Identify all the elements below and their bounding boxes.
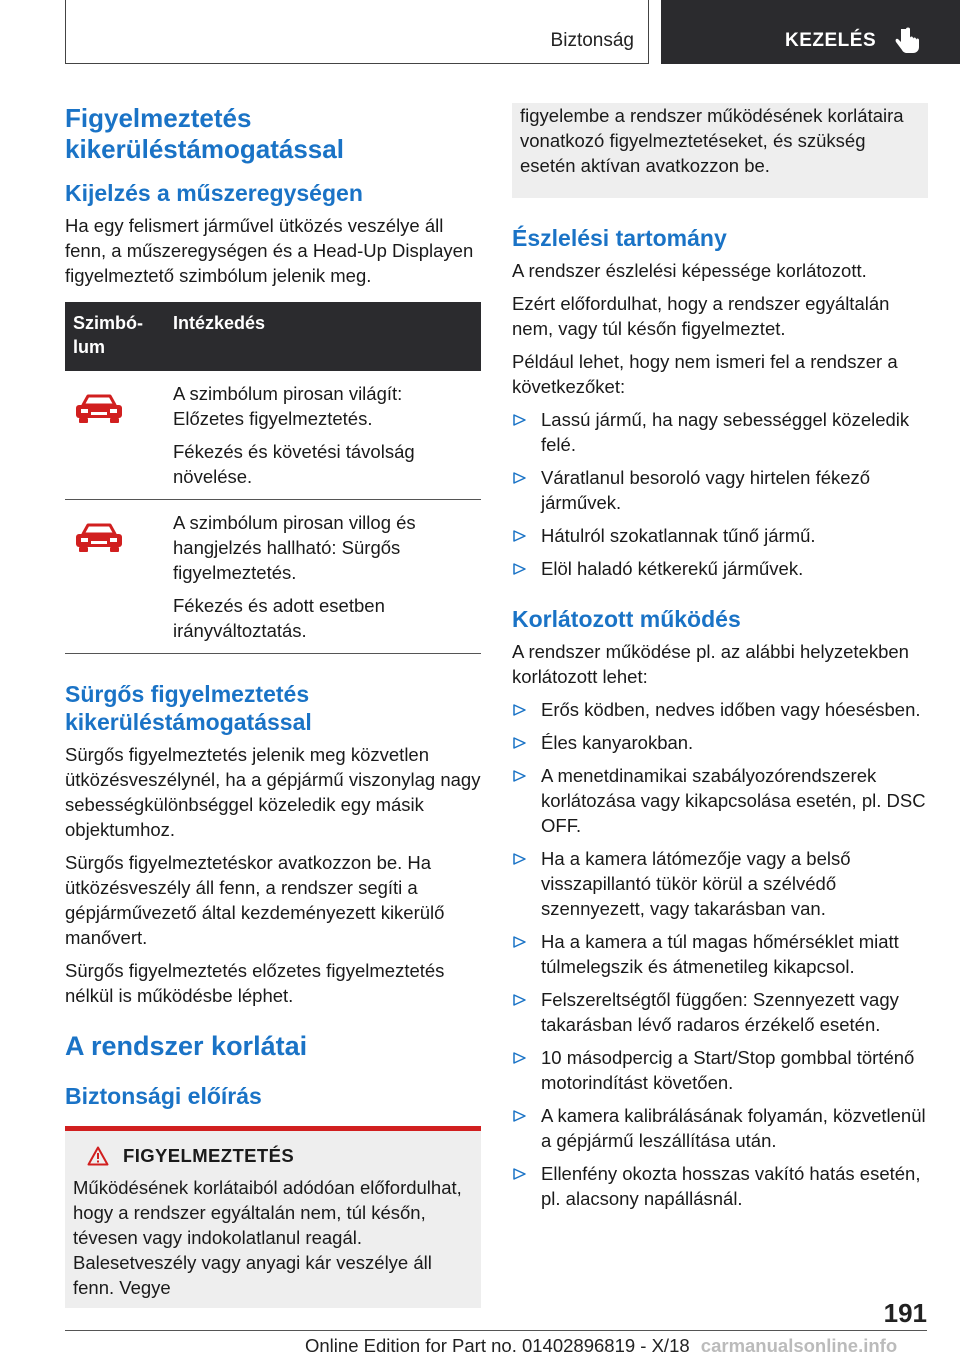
table-header-action: Intézkedés	[165, 302, 481, 371]
pointing-hand-icon	[895, 27, 921, 55]
car-warning-icon	[73, 522, 125, 554]
list-item: Ellenfény okozta hosszas vakító hatás esetén, pl. alacsony napállásnál.	[512, 1161, 928, 1211]
section-title-line-1: Figyelmeztetés	[65, 103, 252, 133]
list-item: A menetdinamikai szabályozórendszerek korlátozása vagy kikapcsolása esetén, pl. DSC OFF.	[512, 763, 928, 838]
urgent-paragraph: Sürgős figyelmeztetéskor avatkozzon be. Ha ütközésveszély áll fenn, a rendszer segíti a gépjárművezető által kezdeményezett kikerülő manővert.	[65, 852, 445, 948]
header-section-label: Biztonság	[550, 30, 634, 51]
car-warning-icon	[73, 393, 125, 425]
urgent-heading-line-1: Sürgős figyelmeztetés	[65, 681, 310, 707]
range-list	[512, 407, 928, 581]
triangle-right-icon	[513, 1052, 526, 1064]
list-item: 10 másodpercig a Start/Stop gombbal történő motorindítást követően.	[512, 1045, 928, 1095]
urgent-heading-line-2: kikerüléstámogatással	[65, 709, 312, 735]
table-cell-symbol	[65, 371, 165, 500]
list-item: Váratlanul besoroló vagy hirtelen fékező járművek.	[512, 465, 928, 515]
footer-rule	[65, 1330, 927, 1331]
list-item: Hátulról szokatlannak tűnő jármű.	[512, 523, 928, 548]
display-intro: Ha egy felismert járművel ütközés veszélye áll fenn, a műszeregységen és a Head-Up Displayen figyelmeztető szimbólum jelenik meg.	[65, 215, 474, 286]
range-paragraph: Például lehet, hogy nem ismeri fel a rendszer a következőket:	[512, 351, 898, 397]
triangle-right-icon	[513, 704, 526, 716]
list-item: Éles kanyarokban.	[512, 730, 928, 755]
footer-edition-text: Online Edition for Part no. 01402896819 - X/18	[305, 1335, 690, 1356]
action-text: A szimbólum pirosan villog és hangjelzés hallható: Sürgős figyelmeztetés.	[173, 512, 416, 583]
urgent-heading	[65, 680, 481, 736]
action-text: A szimbólum pirosan világít: Előzetes figyelmeztetés.	[173, 383, 403, 429]
triangle-right-icon	[513, 472, 526, 484]
urgent-paragraph: Sürgős figyelmeztetés előzetes figyelmeztetés nélkül is működésbe léphet.	[65, 960, 445, 1006]
display-heading: Kijelzés a műszeregységen	[65, 180, 363, 206]
warning-text-continued: figyelembe a rendszer működésének korlátaira vonatkozó figyelmeztetéseket, és szükség esetén aktívan avatkozzon be.	[520, 105, 904, 176]
action-text: Fékezés és követési távolság növelése.	[173, 441, 415, 487]
urgent-paragraph: Sürgős figyelmeztetés jelenik meg közvetlen ütközésveszélynél, ha a gépjármű viszonylag nagy sebességkülönbséggel közeledik egy másik objektumhoz.	[65, 744, 481, 840]
triangle-right-icon	[513, 1168, 526, 1180]
header-chapter-tab[interactable]	[661, 0, 960, 64]
limited-list	[512, 697, 928, 1211]
range-paragraph: Ezért előfordulhat, hogy a rendszer egyáltalán nem, vagy túl későn figyelmeztet.	[512, 293, 890, 339]
triangle-right-icon	[513, 994, 526, 1006]
limits-heading: A rendszer korlátai	[65, 1031, 308, 1061]
table-row	[65, 371, 481, 500]
footer-edition	[305, 1335, 897, 1357]
limited-intro: A rendszer működése pl. az alábbi helyzetekben korlátozott lehet:	[512, 641, 909, 687]
list-item: Ha a kamera látómezője vagy a belső visszapillantó tükör körül a szélvédő szennyezett, vagy takarásban van.	[512, 846, 928, 921]
triangle-right-icon	[513, 737, 526, 749]
header-chapter-label: KEZELÉS	[785, 30, 877, 51]
triangle-right-icon	[513, 936, 526, 948]
left-column	[65, 103, 481, 1308]
table-cell-symbol	[65, 500, 165, 654]
list-item: Felszereltségtől függően: Szennyezett vagy takarásban lévő radaros érzékelő esetén.	[512, 987, 928, 1037]
list-item: Lassú jármű, ha nagy sebességgel közeledik felé.	[512, 407, 928, 457]
table-cell-action	[165, 500, 481, 654]
warning-text: Működésének korlátaiból adódóan előfordulhat, hogy a rendszer egyáltalán nem, túl későn, tévesen vagy indokolatlanul reagál. Balesetveszély vagy anyagi kár veszélye áll fenn. Vegye	[73, 1177, 462, 1298]
page-number: 191	[883, 1298, 927, 1328]
section-title-line-2: kikerüléstámogatással	[65, 134, 344, 164]
list-item: A kamera kalibrálásának folyamán, közvetlenül a gépjármű leszállítása után.	[512, 1103, 928, 1153]
safety-heading: Biztonsági előírás	[65, 1083, 262, 1109]
triangle-right-icon	[513, 770, 526, 782]
warning-title-text: FIGYELMEZTETÉS	[123, 1145, 295, 1166]
warning-box-continued	[512, 103, 928, 198]
warning-title	[73, 1145, 473, 1167]
range-paragraph: A rendszer észlelési képessége korlátozott.	[512, 260, 867, 281]
footer-watermark[interactable]: carmanualsonline.info	[700, 1335, 898, 1356]
header-section-box	[65, 0, 649, 64]
triangle-right-icon	[513, 853, 526, 865]
table-cell-action	[165, 371, 481, 500]
list-item: Erős ködben, nedves időben vagy hóesésben.	[512, 697, 928, 722]
symbol-table	[65, 302, 481, 654]
action-text: Fékezés és adott esetben irányváltoztatás.	[173, 595, 385, 641]
section-title	[65, 103, 481, 165]
triangle-right-icon	[513, 1110, 526, 1122]
limited-heading: Korlátozott működés	[512, 606, 741, 632]
list-item: Elöl haladó kétkerekű járművek.	[512, 556, 928, 581]
table-row	[65, 500, 481, 654]
range-heading: Észlelési tartomány	[512, 225, 727, 251]
triangle-right-icon	[513, 563, 526, 575]
warning-box	[65, 1131, 481, 1308]
warning-triangle-icon	[87, 1146, 109, 1166]
triangle-right-icon	[513, 414, 526, 426]
list-item: Ha a kamera a túl magas hőmérséklet miatt túlmelegszik és átmenetileg kikapcsol.	[512, 929, 928, 979]
triangle-right-icon	[513, 530, 526, 542]
right-column	[512, 103, 928, 1211]
table-header-symbol: Szimbó- lum	[65, 302, 165, 371]
